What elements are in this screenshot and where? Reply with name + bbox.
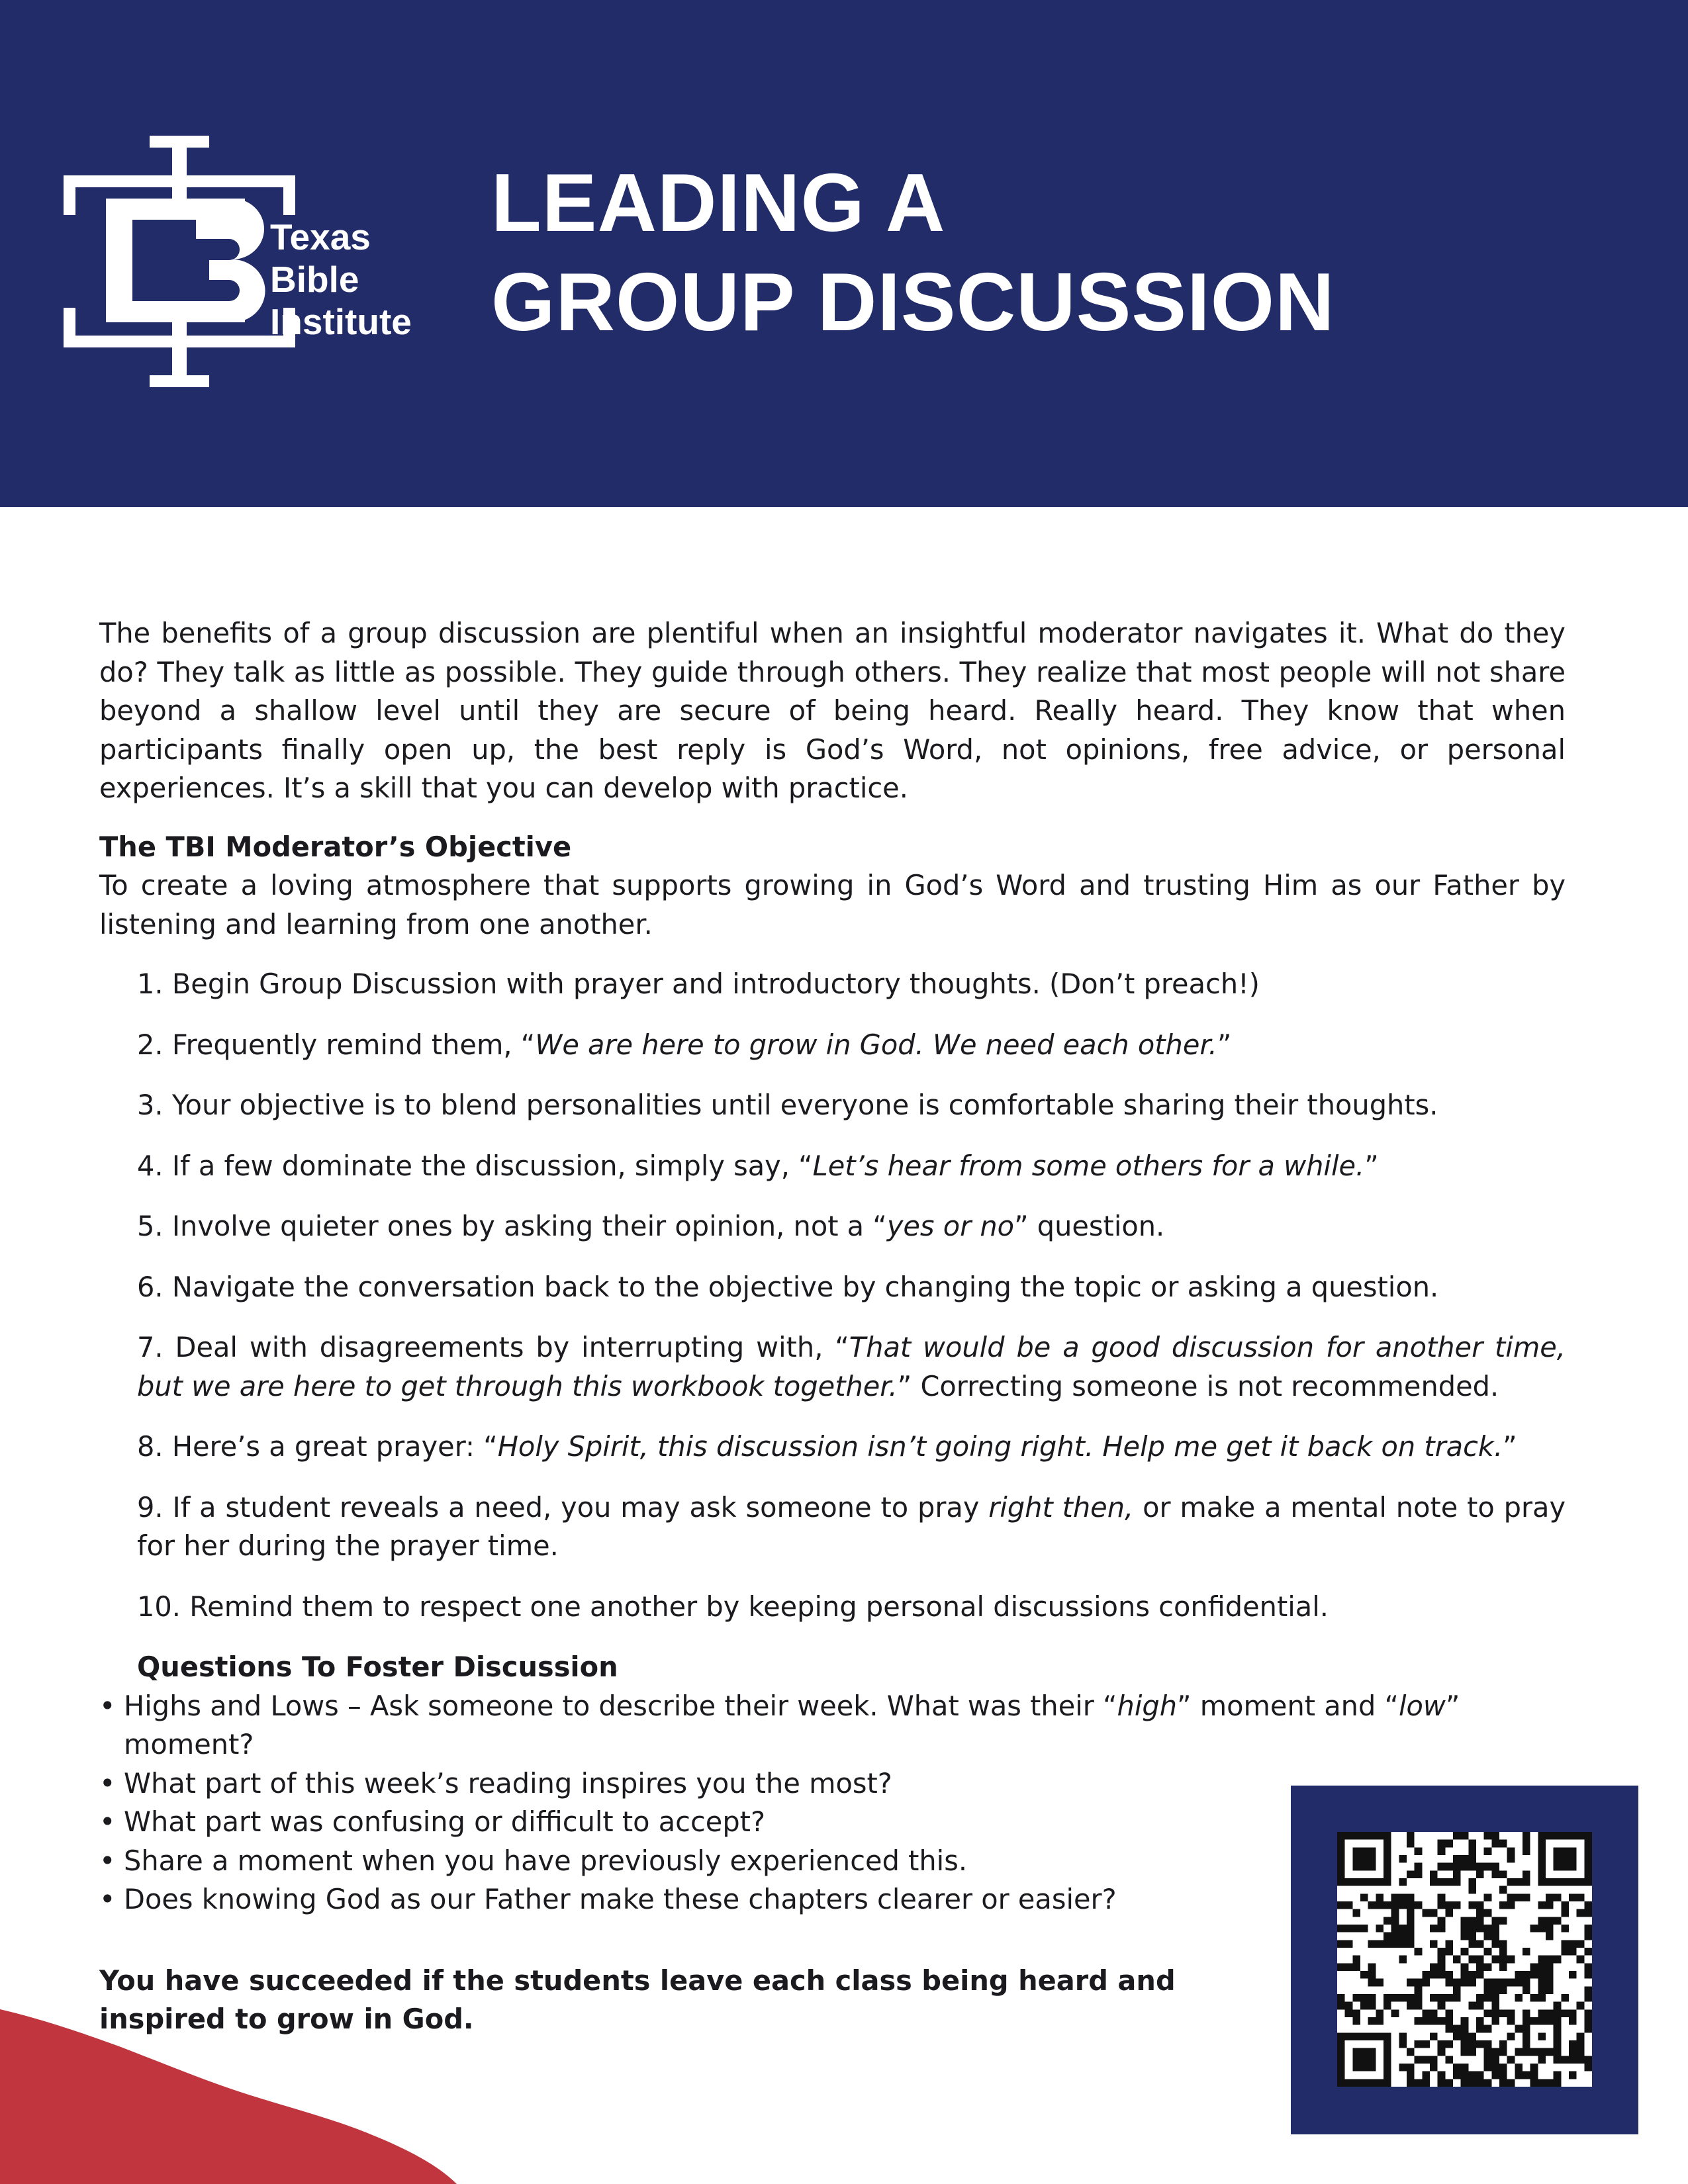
list-item: 7. Deal with disagreements by interrupting with, “That would be a good discussion for another time, but we are here to get through this workbook together.” Correcting someone is not recommended. [137,1331,1566,1402]
list-item: • Share a moment when you have previously experienced this. [99,1842,1566,1881]
list-item: 9. If a student reveals a need, you may ask someone to pray right then, or make a mental note to pray for her during the prayer time. [137,1490,1566,1562]
list-item: 4. If a few dominate the discussion, simply say, “Let’s hear from some others for a while.” [137,1149,1379,1182]
page-title-line-2: GROUP DISCUSSION [491,257,1335,348]
list-item: 5. Involve quieter ones by asking their opinion, not a “yes or no” question. [137,1210,1165,1242]
questions-heading: Questions To Foster Discussion [137,1651,618,1683]
moderator-steps-list [99,965,1566,1626]
list-item: • What part of this week’s reading inspires you the most? [99,1764,1566,1803]
list-item: • What part was confusing or difficult to accept? [99,1803,1566,1842]
qr-code-icon[interactable] [1337,1832,1592,2087]
objective-heading: The TBI Moderator’s Objective [99,830,572,863]
header-banner [0,0,1688,507]
qr-code-panel [1291,1786,1638,2134]
objective-text: To create a loving atmosphere that supports growing in God’s Word and trusting Him as our Father by listening and learning from one another. [99,869,1566,940]
logo-word-texas: Texas [270,216,371,257]
list-item: 3. Your objective is to blend personalities until everyone is comfortable sharing their thoughts. [137,1089,1438,1121]
closing-statement: You have succeeded if the students leave each class being heard and inspired to grow in God. [99,1964,1176,2035]
list-item: 1. Begin Group Discussion with prayer and introductory thoughts. (Don’t preach!) [137,968,1260,1000]
list-item: 10. Remind them to respect one another by keeping personal discussions confidential. [137,1590,1329,1623]
intro-paragraph: The benefits of a group discussion are plentiful when an insightful moderator navigates it. What do they do? They talk as little as possible. They guide through others. They realize that most people will not share beyond a shallow level until they are secure of being heard. Really heard. They know that when participants finally open up, the best reply is God’s Word, not opinions, free advice, or personal experiences. It’s a skill that you can develop with practice. [99,617,1566,804]
list-item: 2. Frequently remind them, “We are here to grow in God. We need each other.” [137,1028,1232,1061]
red-brush-stroke [0,1985,477,2184]
page-title-line-1: LEADING A [491,158,946,249]
logo-wordmark [270,216,412,343]
logo-word-institute: Institute [270,301,412,342]
list-item: 8. Here’s a great prayer: “Holy Spirit, this discussion isn’t going right. Help me get it back on track.” [137,1430,1517,1463]
page-title [491,154,1335,352]
list-item: 6. Navigate the conversation back to the objective by changing the topic or asking a question. [137,1270,1439,1303]
list-item: • Highs and Lows – Ask someone to describe their week. What was their “high” moment and “low” moment? [99,1687,1566,1764]
list-item: • Does knowing God as our Father make these chapters clearer or easier? [99,1880,1566,1919]
logo-word-bible: Bible [270,259,359,300]
